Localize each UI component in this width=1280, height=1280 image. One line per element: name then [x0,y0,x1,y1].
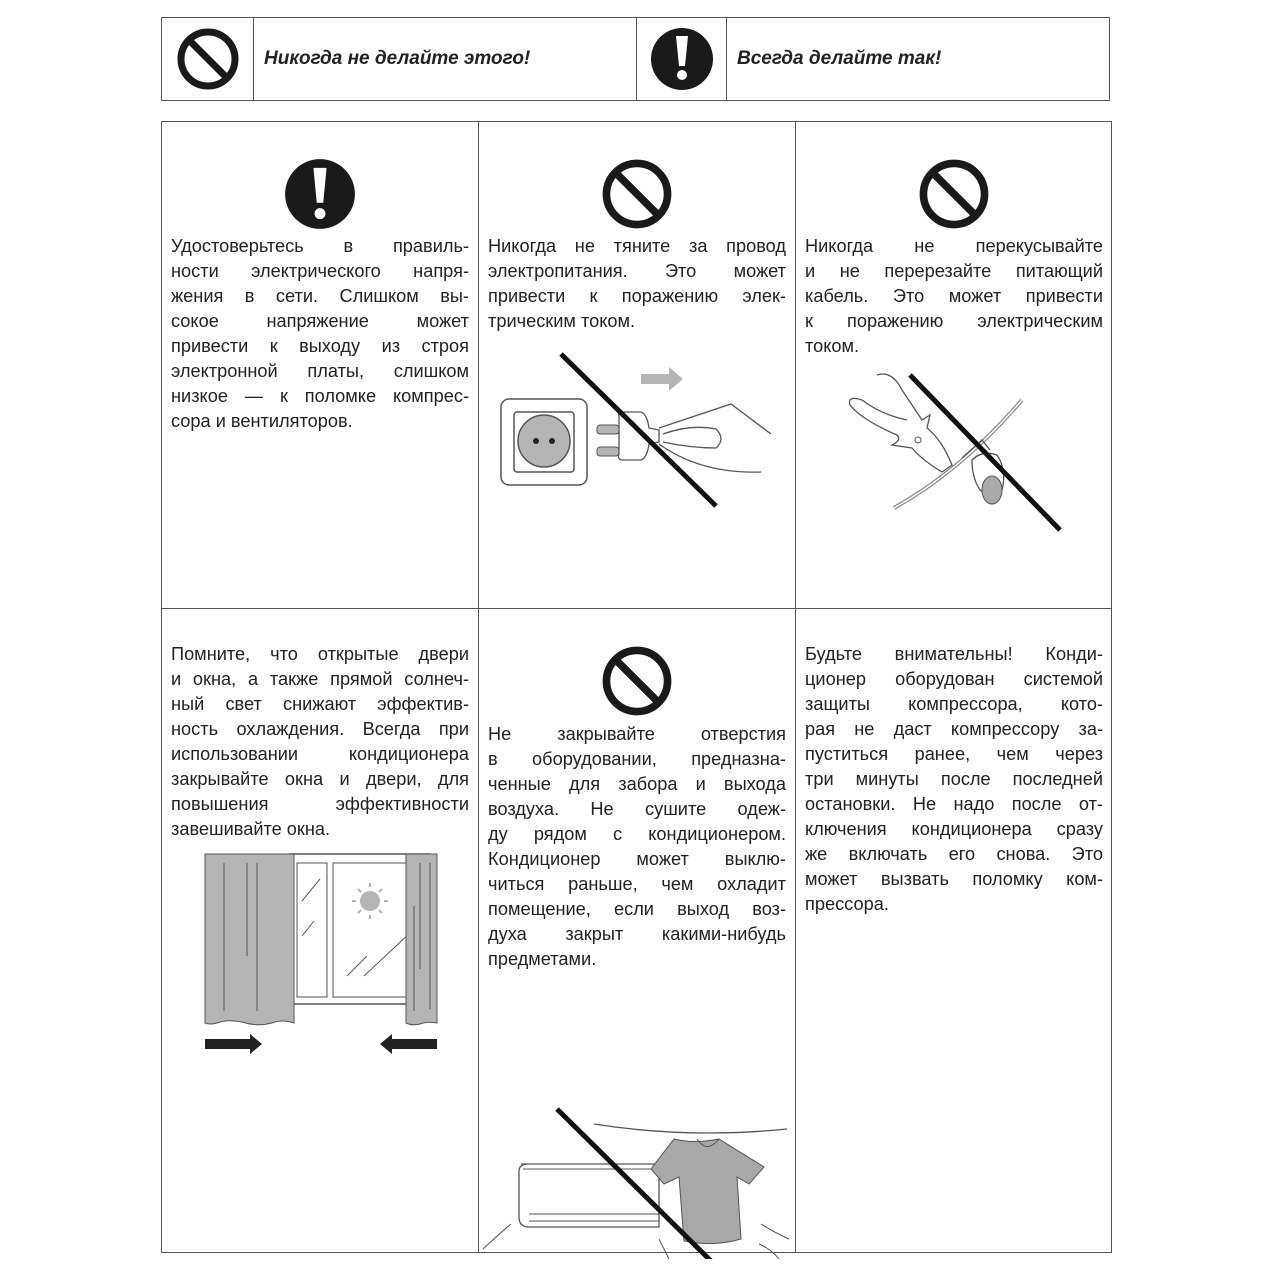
cell-text [171,642,469,842]
text-line: ный свет снижают эффектив- [171,694,469,714]
text-line: и окна, а также прямой солнеч- [171,669,469,689]
text-line: сокое напряжение может [171,311,469,331]
prohibition-icon [918,158,990,230]
text-line: рая не даст компрессору за- [805,719,1103,739]
text-line: жения в сети. Слишком вы- [171,286,469,306]
text-line: читься раньше, чем охладит [488,874,786,894]
legend-mandatory-label: Всегда делайте так! [737,48,942,69]
exclamation-icon [284,158,356,230]
legend-mandatory-cell [637,18,727,100]
text-line: прессора. [805,894,889,914]
exclamation-icon [649,26,715,92]
legend-bar [161,17,1110,101]
cell-text [488,234,786,334]
text-line: сора и вентиляторов. [171,411,353,431]
cable-cutting-illustration [832,360,1082,540]
plug-pulling-illustration [491,344,781,514]
text-line: электропитания. Это может [488,261,786,281]
text-line: низкое — к поломке компрес- [171,386,469,406]
cell-voltage-check [162,122,478,608]
text-line: Никогда не тяните за провод [488,236,786,256]
text-line: пуститься ранее, чем через [805,744,1103,764]
cell-compressor-protection [796,609,1112,1253]
legend-prohibition-label: Никогда не делайте этого! [254,18,637,100]
text-line: Кондиционер может выклю- [488,849,786,869]
text-line: привести к поражению элек- [488,286,786,306]
text-line: кабель. Это может привести [805,286,1103,306]
text-line: ду рядом с кондиционером. [488,824,786,844]
text-line: помещение, если выход воз- [488,899,786,919]
legend-prohibition-cell [162,18,254,100]
text-line: использовании кондиционера [171,744,469,764]
text-line: три минуты после последней [805,769,1103,789]
text-line: завешивайте окна. [171,819,331,839]
text-line: Удостоверьтесь в правиль- [171,236,469,256]
cell-text [488,722,786,972]
text-line: Не закрывайте отверстия [488,724,786,744]
text-line: ности электрического напря- [171,261,469,281]
text-line: привести к выходу из строя [171,336,469,356]
text-line: и не перерезайте питающий [805,261,1103,281]
text-line: остановки. Не надо после от- [805,794,1103,814]
text-line: закрывайте окна и двери, для [171,769,469,789]
text-line: же включать его снова. Это [805,844,1103,864]
text-line: ченные для забора и выхода [488,774,786,794]
text-line: предметами. [488,949,597,969]
text-line: к поражению электрическим [805,311,1103,331]
text-line: духа закрыт какими-нибудь [488,924,786,944]
prohibition-icon [175,26,241,92]
cell-text [805,642,1103,917]
instructions-grid [161,121,1112,1253]
prohibition-icon [601,645,673,717]
cell-dont-block-vents [479,609,795,1253]
cell-dont-cut-cable [796,122,1112,608]
text-line: ключения кондиционера сразу [805,819,1103,839]
text-line: Будьте внимательны! Конди- [805,644,1103,664]
window-curtains-illustration [202,851,442,1056]
cell-text [805,234,1103,359]
text-line: защиты компрессора, кото- [805,694,1103,714]
prohibition-icon [601,158,673,230]
text-line: воздуха. Не сушите одеж- [488,799,786,819]
text-line: электронной платы, слишком [171,361,469,381]
cell-close-windows [162,609,478,1253]
text-line: трическим током. [488,311,636,331]
text-line: Помните, что открытые двери [171,644,469,664]
text-line: в оборудовании, предназна- [488,749,786,769]
text-line: Никогда не перекусывайте [805,236,1103,256]
text-line: может вызвать поломку ком- [805,869,1103,889]
text-line: током. [805,336,860,356]
text-line: ность охлаждения. Всегда при [171,719,469,739]
cell-text [171,234,469,434]
cell-dont-pull-cord [479,122,795,608]
text-line: ционер оборудован системой [805,669,1103,689]
text-line: повышения эффективности [171,794,469,814]
air-conditioner-shirt-illustration [479,1099,795,1259]
